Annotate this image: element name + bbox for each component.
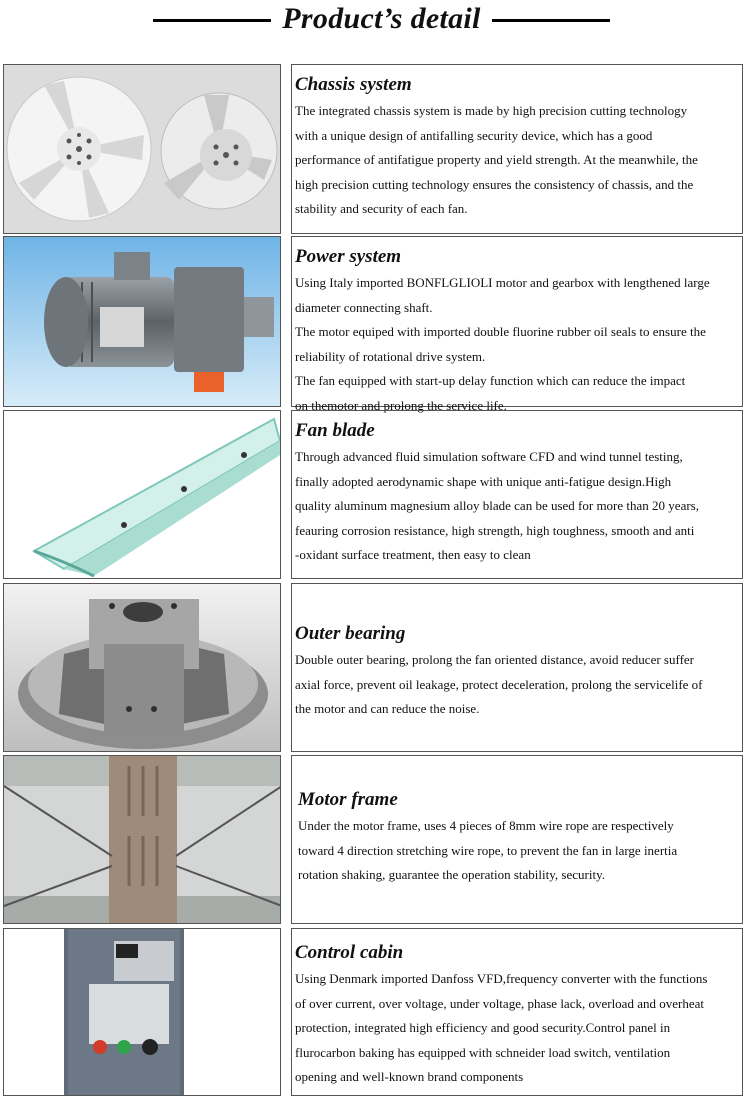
body-line: rotation shaking, guarantee the operation stability, security.	[298, 867, 605, 882]
chassis-text-panel	[291, 64, 743, 234]
outer-bearing-image	[3, 583, 281, 752]
chassis-image	[3, 64, 281, 234]
body-line: Using Italy imported BONFLGLIOLI motor and gearbox with lengthened large	[295, 275, 710, 290]
body-line: -oxidant surface treatment, then easy to clean	[295, 547, 531, 562]
section-motor-frame	[3, 755, 743, 924]
section-fan-blade	[3, 410, 743, 579]
body-line: diameter connecting shaft.	[295, 299, 433, 315]
body-line: The integrated chassis system is made by high precision cutting technology	[295, 103, 688, 118]
section-title: Control cabin	[295, 942, 404, 963]
control-cabin-text-panel	[291, 928, 743, 1096]
body-line: flurocarbon baking has equipped with schneider load switch, ventilation	[295, 1044, 671, 1060]
fan-blade-image	[3, 410, 281, 579]
motor-frame-image	[3, 755, 281, 924]
section-title: Fan blade	[295, 420, 375, 441]
body-line: protection, integrated high efficiency and good security.Control panel in	[295, 1020, 671, 1035]
control-cabin-image	[3, 928, 281, 1096]
section-chassis-system	[3, 64, 743, 234]
section-title: Chassis system	[295, 74, 412, 95]
section-power-system	[3, 236, 743, 413]
body-line: Through advanced fluid simulation software CFD and wind tunnel testing,	[295, 449, 683, 464]
fan-blade-text-panel	[291, 410, 743, 579]
page-header	[0, 0, 750, 48]
body-line: toward 4 direction stretching wire rope, to prevent the fan in large inertia	[298, 842, 678, 858]
body-line: axial force, prevent oil leakage, protect deceleration, prolong the servicelife of	[295, 676, 703, 692]
body-line: quality aluminum magnesium alloy blade can be used for more than 20 years,	[295, 498, 699, 513]
section-body	[295, 99, 742, 222]
body-line: finally adopted aerodynamic shape with unique anti-fatigue design.High	[295, 473, 672, 489]
body-line: reliability of rotational drive system.	[295, 348, 486, 364]
outer-bearing-text-panel	[291, 583, 743, 752]
body-line: on themotor and prolong the service life.	[295, 397, 507, 413]
section-body	[298, 814, 742, 888]
motor-image	[3, 236, 281, 407]
section-title: Power system	[295, 246, 402, 267]
header-rule-left	[153, 19, 271, 22]
section-body	[295, 967, 742, 1090]
header-rule-right	[492, 19, 610, 22]
section-body	[295, 648, 742, 722]
body-line: high precision cutting technology ensures the consistency of chassis, and the	[295, 176, 694, 192]
body-line: feauring corrosion resistance, high strength, high toughness, smooth and anti	[295, 522, 695, 538]
body-line: of over current, over voltage, under voltage, phase lack, overload and overheat	[295, 995, 704, 1011]
body-line: Using Denmark imported Danfoss VFD,frequency converter with the functions	[295, 971, 708, 986]
section-title: Outer bearing	[295, 623, 406, 644]
section-title: Motor frame	[298, 789, 398, 810]
section-body	[295, 445, 742, 568]
body-line: The fan equipped with start-up delay function which can reduce the impact	[295, 373, 686, 388]
body-line: Under the motor frame, uses 4 pieces of 8mm wire rope are respectively	[298, 818, 674, 833]
motor-frame-text-panel	[291, 755, 743, 924]
section-outer-bearing	[3, 583, 743, 752]
power-text-panel	[291, 236, 743, 413]
body-line: opening and well-known brand components	[295, 1069, 524, 1084]
body-line: Double outer bearing, prolong the fan oriented distance, avoid reducer suffer	[295, 652, 695, 667]
body-line: the motor and can reduce the noise.	[295, 701, 480, 716]
section-control-cabin	[3, 928, 743, 1096]
section-body	[295, 271, 742, 418]
body-line: performance of antifatigue property and yield strength. At the meanwhile, the	[295, 152, 698, 167]
body-line: stability and security of each fan.	[295, 201, 468, 216]
body-line: The motor equiped with imported double fluorine rubber oil seals to ensure the	[295, 324, 706, 339]
body-line: with a unique design of antifalling security device, which has a good	[295, 127, 653, 143]
page-title: Product’s detail	[282, 2, 481, 35]
